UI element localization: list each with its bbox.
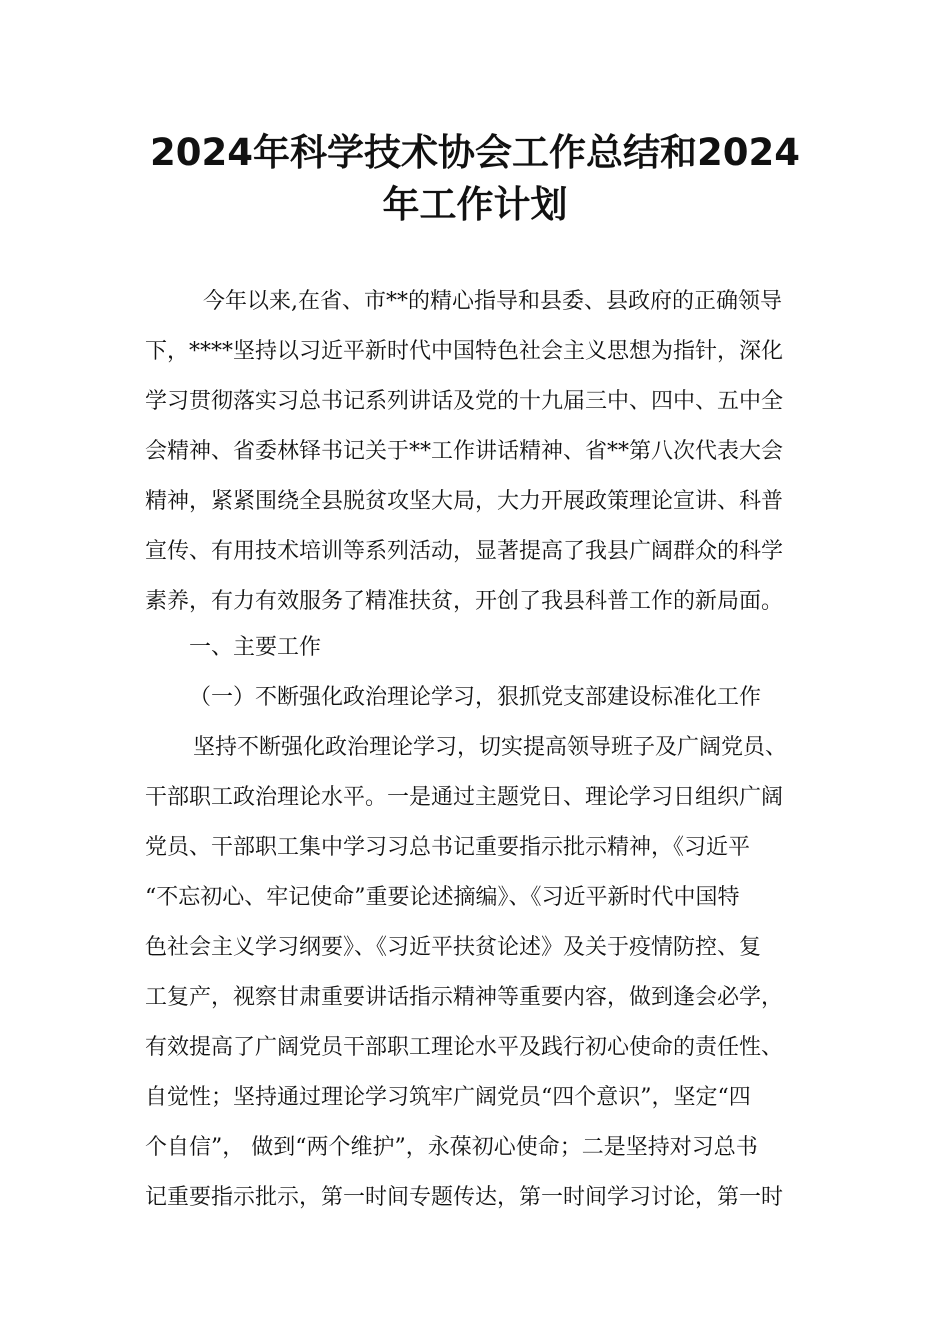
paragraph-line: 学习贯彻落实习总书记系列讲话及党的十九届三中、四中、五中全 <box>145 389 784 414</box>
document-title-line-2: 年工作计划 <box>382 183 568 226</box>
paragraph-line: 坚持不断强化政治理论学习，切实提高领导班子及广阔党员、 <box>193 735 788 760</box>
paragraph-line: 宣传、有用技术培训等系列活动，显著提高了我县广阔群众的科学 <box>145 539 784 564</box>
paragraph-line: 个自信”， 做到“两个维护”，永葆初心使命；二是坚持对习总书 <box>145 1135 758 1160</box>
subsection-heading: （一）不断强化政治理论学习，狠抓党支部建设标准化工作 <box>189 685 762 710</box>
paragraph-line: 色社会主义学习纲要》、《习近平扶贫论述》及关于疫情防控、复 <box>145 935 762 960</box>
paragraph-line: 干部职工政治理论水平。一是通过主题党日、理论学习日组织广阔 <box>145 785 784 810</box>
paragraph-line: “不忘初心、牢记使命”重要论述摘编》、《习近平新时代中国特 <box>145 885 740 910</box>
paragraph-line: 自觉性；坚持通过理论学习筑牢广阔党员“四个意识”，坚定“四 <box>145 1085 751 1110</box>
paragraph-line: 工复产，视察甘肃重要讲话指示精神等重要内容，做到逢会必学， <box>145 985 784 1010</box>
paragraph-line: 今年以来,在省、市**的精心指导和县委、县政府的正确领导 <box>203 289 782 314</box>
paragraph-line: 有效提高了广阔党员干部职工理论水平及践行初心使命的责任性、 <box>145 1035 784 1060</box>
paragraph-line: 记重要指示批示，第一时间专题传达，第一时间学习讨论，第一时 <box>145 1185 784 1210</box>
section-heading: 一、主要工作 <box>189 635 322 660</box>
paragraph-line: 素养，有力有效服务了精准扶贫，开创了我县科普工作的新局面。 <box>145 589 784 614</box>
paragraph-line: 党员、干部职工集中学习习总书记重要指示批示精神，《习近平 <box>145 835 751 860</box>
paragraph-line: 精神，紧紧围绕全县脱贫攻坚大局，大力开展政策理论宣讲、科普 <box>145 489 784 514</box>
document-title-line-1: 2024年科学技术协会工作总结和2024 <box>150 131 800 174</box>
paragraph-line: 下，****坚持以习近平新时代中国特色社会主义思想为指针，深化 <box>145 339 784 364</box>
paragraph-line: 会精神、省委林铎书记关于**工作讲话精神、省**第八次代表大会 <box>145 439 784 464</box>
